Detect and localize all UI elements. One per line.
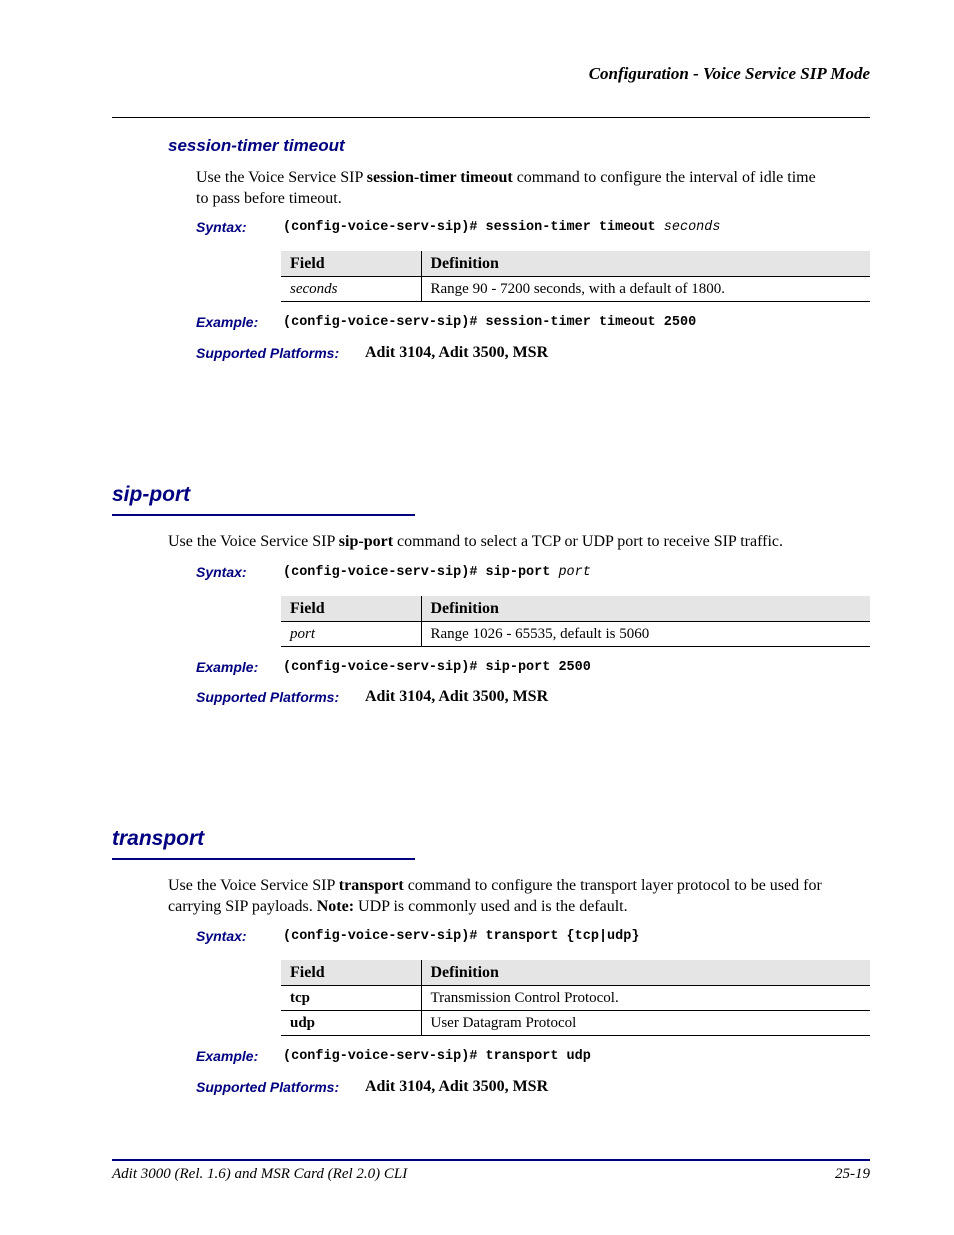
- table-cell-definition: User Datagram Protocol: [421, 1011, 870, 1036]
- table-cell-field: port: [281, 622, 421, 647]
- running-header: Configuration - Voice Service SIP Mode: [588, 64, 870, 83]
- example-command: (config-voice-serv-sip)# sip-port 2500: [283, 660, 591, 675]
- platforms-label: Supported Platforms:: [196, 689, 340, 705]
- table-row: [281, 622, 870, 647]
- heading-rule: [112, 858, 415, 860]
- platforms-value: Adit 3104, Adit 3500, MSR: [365, 344, 549, 361]
- section-heading-sip-port: sip-port: [112, 483, 191, 506]
- table-header-definition: Definition: [421, 596, 870, 622]
- table-cell-definition: Transmission Control Protocol.: [421, 986, 870, 1011]
- footer-title: Adit 3000 (Rel. 1.6) and MSR Card (Rel 2.0) CLI: [112, 1166, 408, 1182]
- definition-table: [281, 596, 870, 647]
- syntax-command: (config-voice-serv-sip)# sip-port port: [283, 565, 591, 580]
- table-cell-definition: Range 90 - 7200 seconds, with a default of 1800.: [421, 277, 870, 302]
- table-header-definition: Definition: [421, 960, 870, 986]
- platforms-label: Supported Platforms:: [196, 345, 340, 361]
- example-label: Example:: [196, 314, 259, 330]
- definition-table: [281, 960, 870, 1036]
- syntax-command: (config-voice-serv-sip)# session-timer timeout seconds: [283, 220, 721, 235]
- table-header-field: Field: [281, 596, 421, 622]
- table-header-definition: Definition: [421, 251, 870, 277]
- platforms-label: Supported Platforms:: [196, 1079, 340, 1095]
- table-header-field: Field: [281, 251, 421, 277]
- example-command: (config-voice-serv-sip)# transport udp: [283, 1049, 591, 1064]
- header-rule: [112, 117, 870, 118]
- example-label: Example:: [196, 659, 259, 675]
- section-description: Use the Voice Service SIP sip-port command to select a TCP or UDP port to receive SIP traffic.: [168, 533, 784, 550]
- table-cell-definition: Range 1026 - 65535, default is 5060: [421, 622, 870, 647]
- platforms-value: Adit 3104, Adit 3500, MSR: [365, 688, 549, 705]
- footer-rule: [112, 1159, 870, 1161]
- syntax-command: (config-voice-serv-sip)# transport {tcp|udp}: [283, 929, 640, 944]
- section-description: Use the Voice Service SIP session-timer timeout command to configure the interval of idle time to pass before timeout.: [196, 169, 816, 207]
- page-number: 25-19: [835, 1166, 870, 1182]
- definition-table: [281, 251, 870, 302]
- table-row: [281, 986, 870, 1011]
- platforms-value: Adit 3104, Adit 3500, MSR: [365, 1078, 549, 1095]
- table-row: [281, 1011, 870, 1036]
- table-cell-field: seconds: [281, 277, 421, 302]
- example-label: Example:: [196, 1048, 259, 1064]
- heading-rule: [112, 514, 415, 516]
- table-header-field: Field: [281, 960, 421, 986]
- table-row: [281, 277, 870, 302]
- section-heading-transport: transport: [112, 827, 205, 850]
- table-cell-field: tcp: [281, 986, 421, 1011]
- syntax-label: Syntax:: [196, 219, 247, 235]
- example-command: (config-voice-serv-sip)# session-timer timeout 2500: [283, 315, 697, 330]
- section-heading-session-timer-timeout: session-timer timeout: [168, 136, 345, 155]
- syntax-label: Syntax:: [196, 564, 247, 580]
- section-description: Use the Voice Service SIP transport command to configure the transport layer protocol to be used for carrying SIP payloads. Note: UDP is commonly used and is the default.: [168, 877, 822, 915]
- syntax-label: Syntax:: [196, 928, 247, 944]
- table-cell-field: udp: [281, 1011, 421, 1036]
